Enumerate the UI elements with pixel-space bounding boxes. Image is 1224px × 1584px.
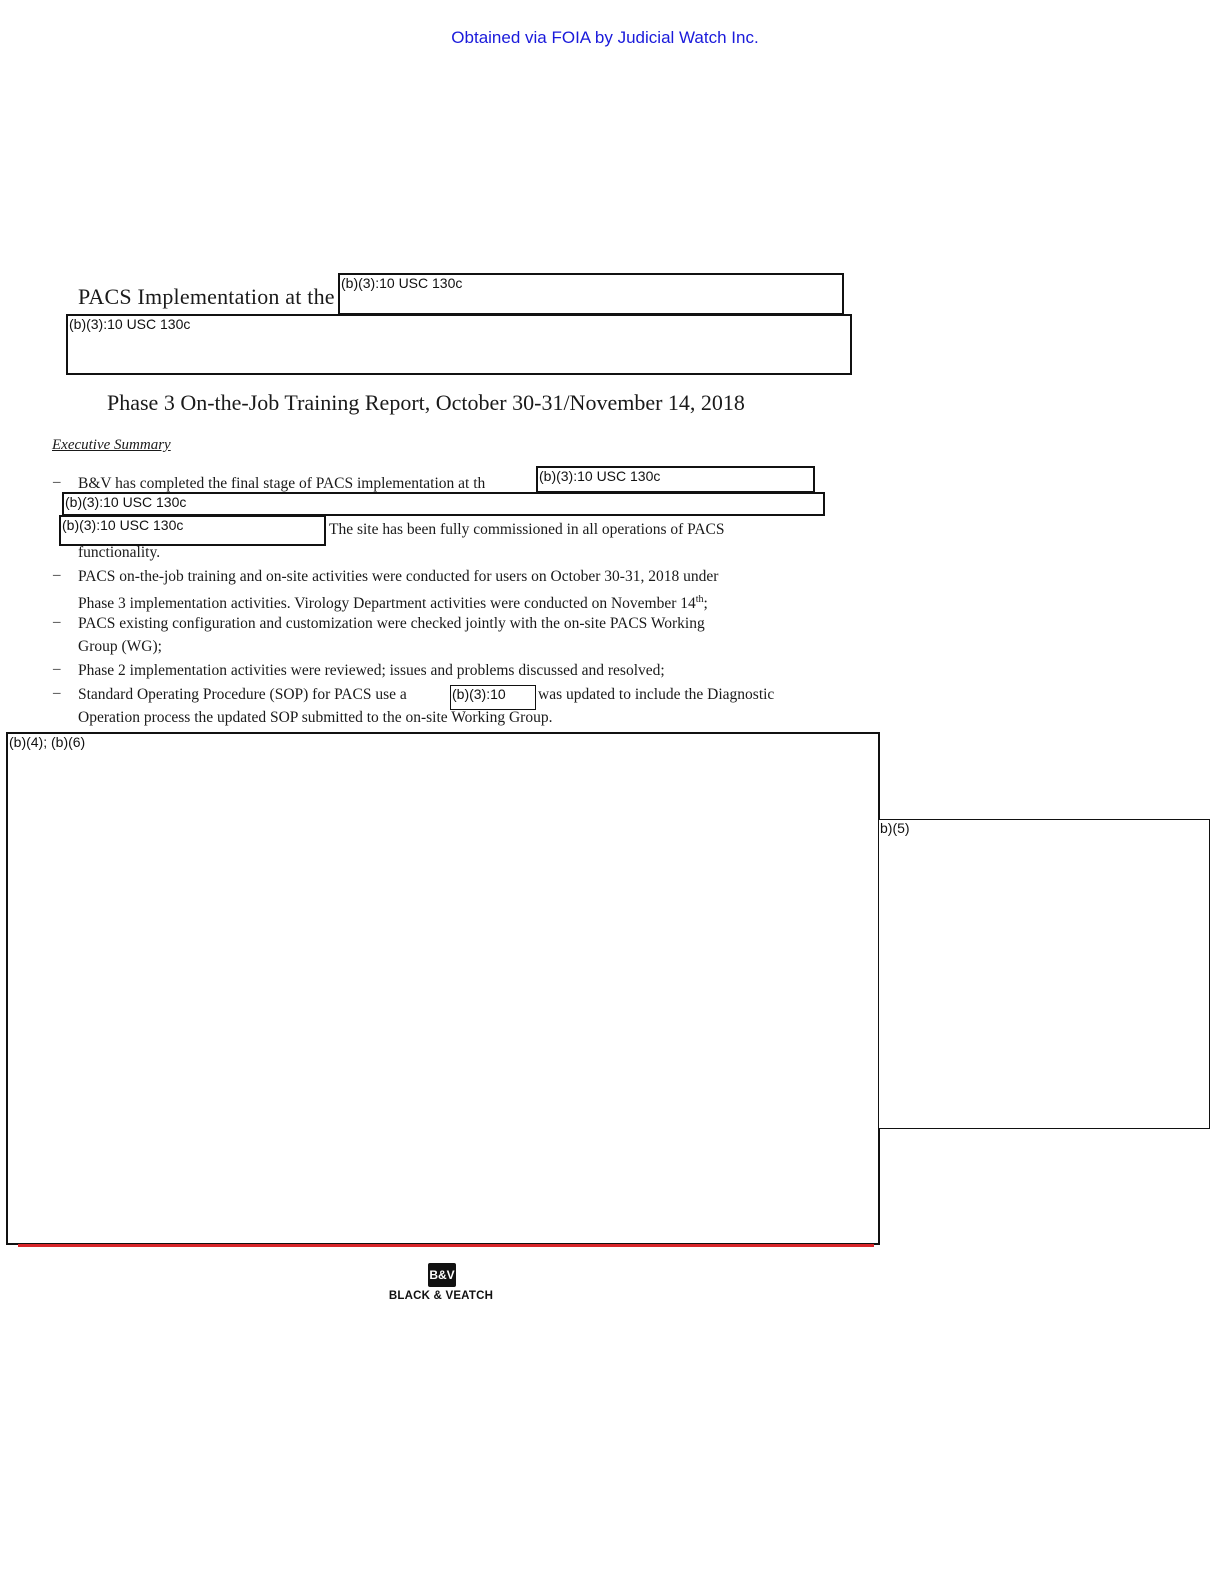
bullet-2-line2-end: ; (703, 595, 708, 613)
redaction-box-large-body (6, 732, 880, 1245)
foia-notice: Obtained via FOIA by Judicial Watch Inc. (451, 28, 759, 47)
black-veatch-logo-text: BLACK & VEATCH (388, 1290, 494, 1302)
black-veatch-logo-icon: B&V (428, 1263, 456, 1287)
bullet-3-line2: Group (WG); (78, 638, 162, 655)
redaction-box-title-a (338, 273, 844, 315)
bullet-4-line1: Phase 2 implementation activities were reviewed; issues and problems discussed and resolved; (78, 662, 665, 679)
redaction-box-sop-inline (450, 685, 536, 710)
bullet-marker: – (53, 661, 61, 677)
redaction-label: (b)(3):10 USC 130c (69, 316, 191, 332)
redaction-label: b)(5) (880, 820, 910, 836)
bullet-marker: – (53, 685, 61, 701)
bullet-2-line2 (78, 590, 708, 614)
bullet-marker: – (53, 567, 61, 583)
redaction-box-bullet1-a (536, 466, 815, 493)
section-heading-executive-summary: Executive Summary (52, 437, 171, 453)
bullet-5-line1b: was updated to include the Diagnostic (538, 686, 775, 703)
redaction-box-title-b (66, 314, 852, 375)
superscript-th: th (695, 594, 704, 605)
redaction-box-bullet1-b (62, 492, 825, 516)
bullet-2-line2-text: Phase 3 implementation activities. Virology Department activities were conducted on November 14 (78, 595, 696, 613)
redaction-label: (b)(3):10 USC 130c (65, 494, 187, 510)
bullet-marker: – (53, 474, 61, 490)
bullet-5-line1a: Standard Operating Procedure (SOP) for PACS use a (78, 686, 407, 703)
bullet-marker: – (53, 614, 61, 630)
document-subtitle: Phase 3 On-the-Job Training Report, October 30-31/November 14, 2018 (107, 390, 745, 415)
redaction-box-bullet1-c (59, 515, 326, 546)
redaction-box-side (878, 819, 1210, 1129)
redaction-label: (b)(3):10 USC 130c (341, 275, 463, 291)
redaction-label: (b)(4); (b)(6) (9, 734, 86, 750)
bullet-2-line1: PACS on-the-job training and on-site activities were conducted for users on October 30-31, 2018 under (78, 568, 719, 585)
document-title-line1: PACS Implementation at the (78, 284, 335, 309)
bullet-1-line1: B&V has completed the final stage of PACS implementation at th (78, 475, 486, 492)
bullet-1-line3: functionality. (78, 544, 161, 561)
redaction-label: (b)(3):10 (452, 686, 506, 702)
redaction-label: (b)(3):10 USC 130c (539, 468, 661, 484)
footer-red-rule (18, 1244, 874, 1247)
bullet-1-line2: The site has been fully commissioned in all operations of PACS (329, 521, 725, 538)
redaction-label: (b)(3):10 USC 130c (62, 517, 184, 533)
bullet-5-line2: Operation process the updated SOP submitted to the on-site Working Group. (78, 709, 553, 726)
bullet-3-line1: PACS existing configuration and customization were checked jointly with the on-site PACS Working (78, 615, 705, 632)
